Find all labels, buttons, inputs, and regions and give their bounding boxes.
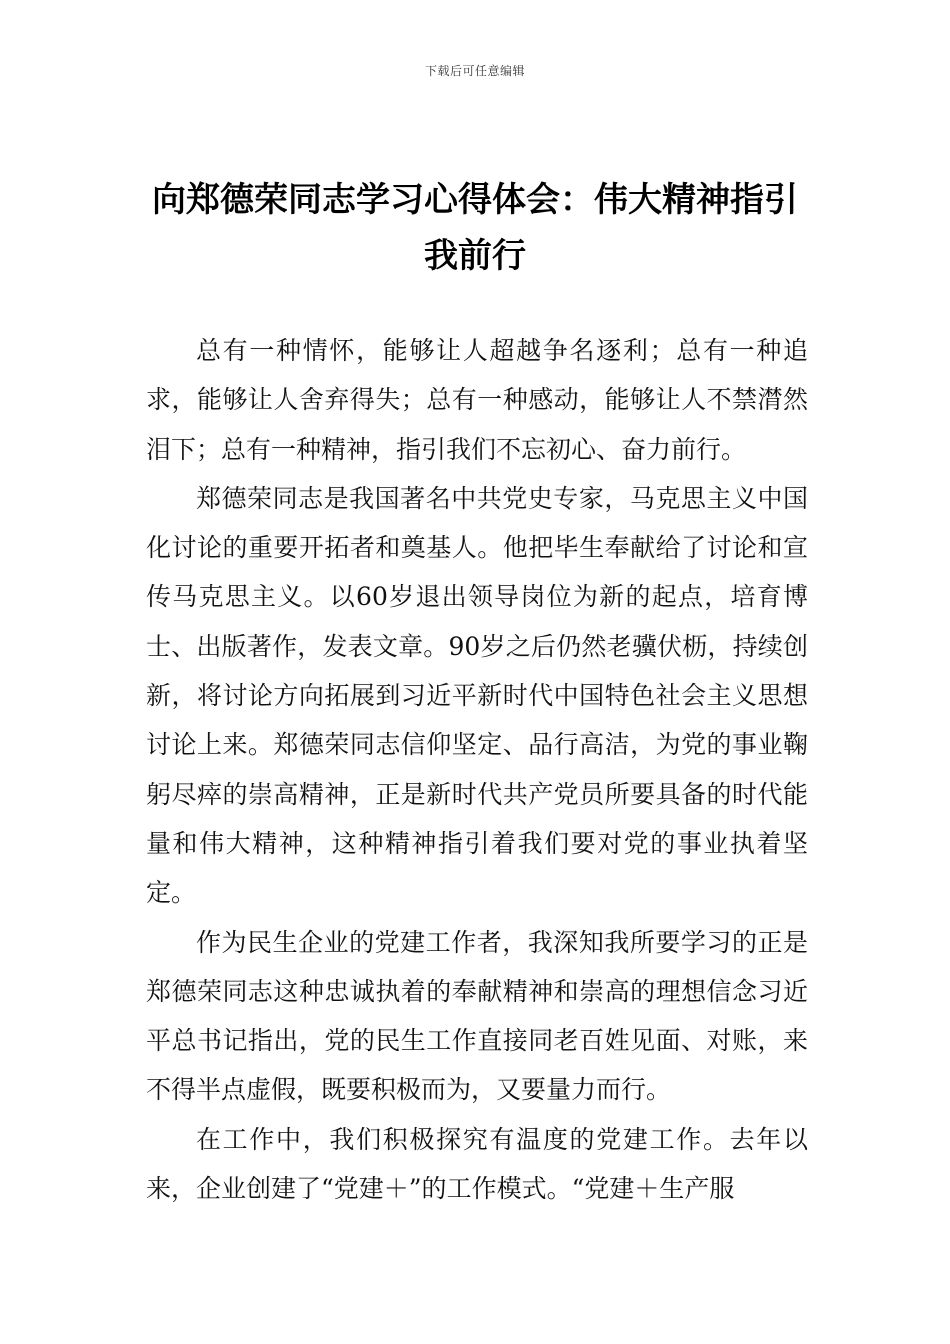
page-header-note: 下载后可任意编辑 xyxy=(424,64,525,78)
document-title: 向郑德荣同志学习心得体会：伟大精神指引我前行 xyxy=(152,180,798,276)
paragraph: 在工作中，我们积极探究有温度的党建工作。去年以来，企业创建了“党建＋”的工作模式。“党建＋生产服 xyxy=(146,1124,808,1204)
document-body xyxy=(146,326,808,1213)
paragraph: 总有一种情怀，能够让人超越争名逐利；总有一种追求，能够让人舍弃得失；总有一种感动，能够让人不禁潸然泪下；总有一种精神，指引我们不忘初心、奋力前行。 xyxy=(146,336,808,464)
paragraph: 作为民生企业的党建工作者，我深知我所要学习的正是郑德荣同志这种忠诚执着的奉献精神和崇高的理想信念习近平总书记指出，党的民生工作直接同老百姓见面、对账，来不得半点虚假，既要积极而为，又要量力而行。 xyxy=(146,927,808,1105)
paragraph: 郑德荣同志是我国著名中共党史专家，马克思主义中国化讨论的重要开拓者和奠基人。他把毕生奉献给了讨论和宣传马克思主义。以60岁退出领导岗位为新的起点，培育博士、出版著作，发表文章。90岁之后仍然老骥伏枥，持续创新，将讨论方向拓展到习近平新时代中国特色社会主义思想讨论上来。郑德荣同志信仰坚定、品行高洁，为党的事业鞠躬尽瘁的崇高精神，正是新时代共产党员所要具备的时代能量和伟大精神，这种精神指引着我们要对党的事业执着坚定。 xyxy=(146,483,808,908)
